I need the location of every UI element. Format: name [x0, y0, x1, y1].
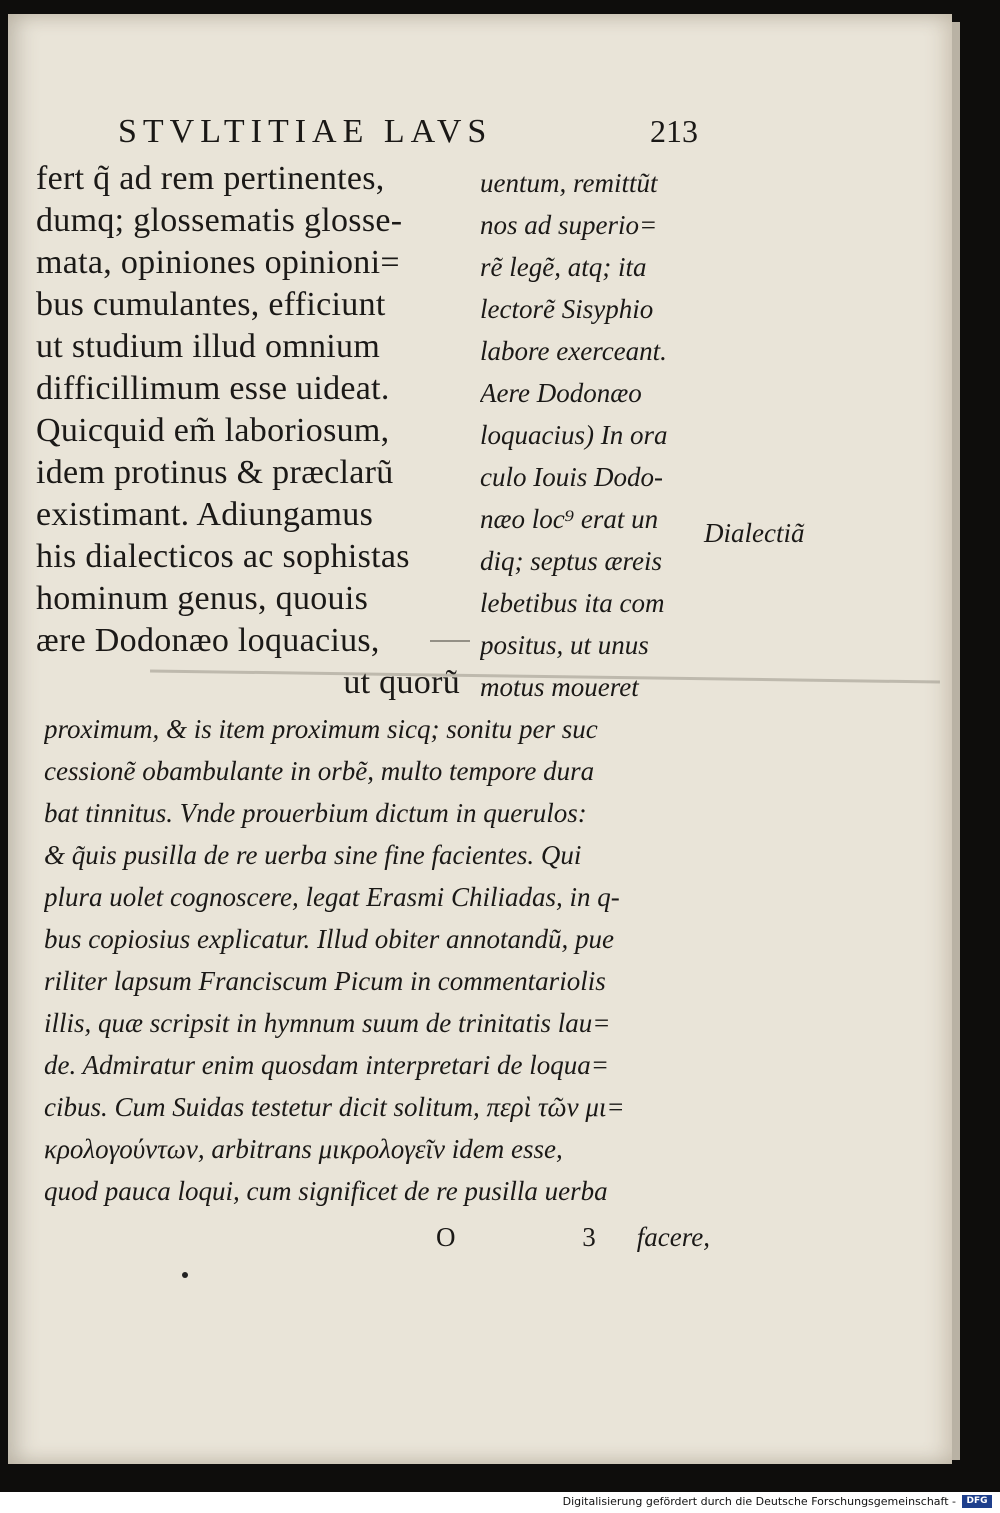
commentary-line: næo loc⁹ erat un: [480, 504, 659, 534]
main-text-line: dumq; glossematis glosse-: [36, 202, 403, 239]
commentary-line: lebetibus ita com: [480, 588, 665, 618]
commentary-line: diq; septus æreis: [480, 546, 662, 576]
commentary-full-line: cibus. Cum Suidas testetur dicit solitum, περὶ τῶν μι=: [44, 1092, 625, 1122]
main-text-line: Quicquid em̃ laboriosum,: [36, 412, 390, 449]
commentary-line: rẽ legẽ, atq; ita: [480, 252, 647, 282]
main-text-line: idem protinus & præclarũ: [36, 454, 394, 491]
running-head-title: STVLTITIAE LAVS: [118, 113, 493, 150]
commentary-line: culo Iouis Dodo-: [480, 462, 663, 492]
main-text-column: [36, 158, 466, 704]
main-text-line: difficillimum esse uideat.: [36, 370, 390, 407]
page-number: 213: [650, 113, 698, 149]
commentary-column: [480, 162, 696, 708]
footer-bar: [0, 1492, 1000, 1513]
commentary-line: nos ad superio=: [480, 210, 658, 240]
commentary-line: motus moueret: [480, 672, 639, 702]
commentary-full-line: plura uolet cognoscere, legat Erasmi Chiliadas, in q-: [44, 882, 620, 912]
main-text-line: ut studium illud omnium: [36, 328, 381, 365]
paper-crease-mark: [430, 640, 470, 642]
main-text-line: mata, opiniones opinioni=: [36, 244, 400, 281]
commentary-line: uentum, remittũt: [480, 168, 658, 198]
commentary-line: lectorẽ Sisyphio: [480, 294, 654, 324]
main-text-line: bus cumulantes, efficiunt: [36, 286, 386, 323]
commentary-line: labore exerceant.: [480, 336, 667, 366]
commentary-full-width: [44, 708, 704, 1212]
commentary-line: Aere Dodonæo: [480, 378, 642, 408]
commentary-full-line: cessionẽ obambulante in orbẽ, multo tempore dura: [44, 756, 595, 786]
signature-mark: O 3: [436, 1222, 656, 1252]
commentary-full-line: proximum, & is item proximum sicq; sonitu per suc: [44, 714, 598, 744]
commentary-full-line: quod pauca loqui, cum significet de re pusilla uerba: [44, 1176, 608, 1206]
main-text-line: existimant. Adiungamus: [36, 496, 374, 533]
catchword: facere,: [636, 1222, 710, 1252]
running-head: [118, 113, 698, 153]
commentary-line: positus, ut unus: [480, 630, 649, 660]
commentary-full-line: riliter lapsum Franciscum Picum in commentariolis: [44, 966, 606, 996]
main-text-line: fert q̃ ad rem pertinentes,: [36, 160, 385, 197]
main-text-line: hominum genus, quouis: [36, 580, 369, 617]
margin-note: Dialectiã: [704, 518, 805, 548]
dfg-logo[interactable]: DFG: [962, 1495, 992, 1508]
funding-credit: Digitalisierung gefördert durch die Deutsche Forschungsgemeinschaft -: [562, 1495, 956, 1508]
signature-line: [430, 1222, 710, 1262]
commentary-full-line: & q̃uis pusilla de re uerba sine fine facientes. Qui: [44, 840, 582, 870]
ink-dot: [182, 1272, 188, 1278]
commentary-full-line: bus copiosius explicatur. Illud obiter annotandũ, pue: [44, 924, 614, 954]
main-text-line: ære Dodonæo loquacius,: [36, 622, 380, 659]
commentary-full-line: illis, quæ scripsit in hymnum suum de trinitatis lau=: [44, 1008, 611, 1038]
main-text-line: ut quorũ: [343, 664, 460, 701]
commentary-full-line: κρολογούντων, arbitrans μικρολογεῖν idem esse,: [44, 1134, 563, 1164]
commentary-full-line: de. Admiratur enim quosdam interpretari de loqua=: [44, 1050, 609, 1080]
main-text-line: his dialecticos ac sophistas: [36, 538, 410, 575]
commentary-line: loquacius) In ora: [480, 420, 668, 450]
commentary-full-line: bat tinnitus. Vnde prouerbium dictum in querulos:: [44, 798, 587, 828]
